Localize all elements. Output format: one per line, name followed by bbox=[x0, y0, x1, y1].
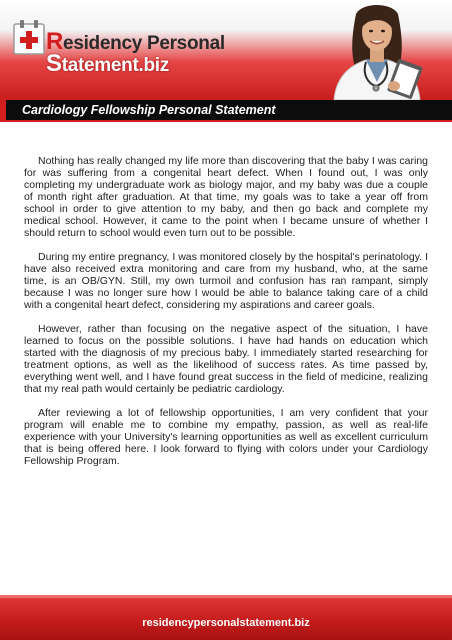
title-bar-accent bbox=[0, 100, 6, 120]
page-title: Cardiology Fellowship Personal Statement bbox=[22, 103, 276, 117]
doctor-illustration bbox=[322, 0, 432, 100]
footer-url-link[interactable]: residencypersonalstatement.biz bbox=[142, 617, 310, 629]
paragraph-4: After reviewing a lot of fellowship opportunities, I am very confident that your program will enable me to combine my empathy, passion, as well as real-life experience with your University's learning opportunities as well as excellent curriculum that is being offered here. I look forward to flying with colors under your Cardiology Fellowship Program. bbox=[24, 407, 428, 467]
site-logo[interactable] bbox=[12, 18, 225, 78]
logo-text-line2 bbox=[46, 50, 169, 78]
footer bbox=[0, 595, 452, 640]
medical-cross-icon bbox=[12, 18, 50, 56]
logo-line1-rest: esidency Personal bbox=[63, 33, 225, 54]
paragraph-3: However, rather than focusing on the negative aspect of the situation, I have learned to focus on the possible solutions. I have had hands on education which started with the diagnosis of my precious baby. I immediately started researching for treatment options, as well as the likelihood of success rates. As time passed by, everything went well, and I have found great success in the field of medicine, realizing that my real path would certainly be pediatric cardiology. bbox=[24, 323, 428, 395]
statement-body bbox=[24, 155, 428, 479]
logo-initial-r: R bbox=[46, 28, 64, 55]
title-bar bbox=[0, 100, 452, 122]
paragraph-1: Nothing has really changed my life more than discovering that the baby I was caring for was suffering from a congenital heart defect. When I found out, I was only completing my undergraduate work as biology major, and my baby was due a couple of month right after graduation. At that time, my goals was to take a year off from school in order to give attention to my baby, and then go back and complete my medical school. However, it came to the point when I became unsure of whether I should return to school would even turn out to be possible. bbox=[24, 155, 428, 239]
logo-line2-rest: tatement.biz bbox=[61, 55, 169, 76]
header bbox=[0, 0, 452, 100]
paragraph-2: During my entire pregnancy, I was monitored closely by the hospital's perinatology. I have also received extra monitoring and care from my husband, who, at the same time, is an OB/GYN. Still, my own turmoil and confusion has ran rampant, simply because I was no longer sure how I would be able to balance taking care of a child with a congenital heart defect, considering my aspirations and career goals. bbox=[24, 251, 428, 311]
logo-initial-s: S bbox=[46, 50, 62, 77]
